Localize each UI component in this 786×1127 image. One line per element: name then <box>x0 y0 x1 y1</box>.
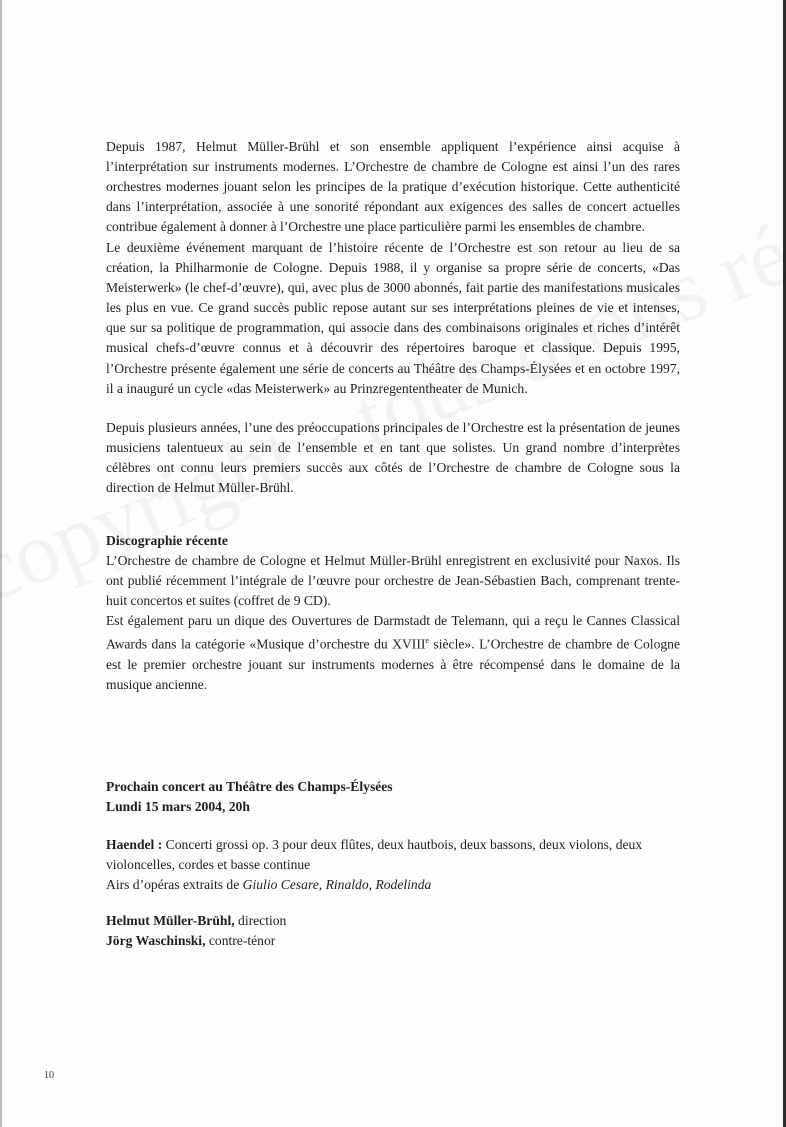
paragraph-young-musicians <box>106 418 680 498</box>
discography-paragraph-naxos: L’Orchestre de chambre de Cologne et Helmut Müller-Brühl enregistrent en exclusivité pour Naxos. Ils ont publié récemment l’intégrale de l’œuvre pour orchestre de Jean-Sébastien Bach, comprenant trente-huit concertos et suites (coffret de 9 CD). <box>106 553 680 609</box>
program-section <box>106 835 680 895</box>
discography-text: Est également paru un dique des Ouvertures de Darmstadt de Telemann, qui a reçu le Cannes Classical Awards dans la catégorie «Musique d’orchestre du XVIII <box>106 613 680 652</box>
page-number: 10 <box>44 1070 54 1081</box>
artist-line <box>106 931 680 951</box>
next-concert-section <box>106 777 680 817</box>
arias-prefix: Airs d’opéras extraits de <box>106 877 243 893</box>
paragraph-text: Depuis 1987, Helmut Müller-Brühl et son ensemble appliquent l’expérience ainsi acquise à l’interprétation sur instruments modernes. L’Orchestre de chambre de Cologne est ainsi l’un des rares orchestres modernes jouant selon les principes de la pratique d’exécution historique. Cette authenticité dans l’interprétation, associée à une sonorité répondant aux exigences des salles de concert actuelles contribue également à donner à l’Orchestre une place particulière parmi les ensembles de chambre. <box>106 139 680 235</box>
paragraph-text: Le deuxième événement marquant de l’histoire récente de l’Orchestre est son retour au lieu de sa création, la Philharmonie de Cologne. Depuis 1988, il y organise sa propre série de concerts, «Das Meisterwerk» (le chef-d’œuvre), qui, avec plus de 3000 abonnés, fait partie des manifestations musicales les plus en vue. Ce grand succès public repose autant sur ses interprétations pleines de vie et intenses, que sur sa politique de programmation, qui associe dans des combinaisons originales et riches d’intérêt musical chefs-d’œuvre connus et à découvrir des répertoires baroque et classique. Depuis 1995, l’Orchestre présente également une série de concerts au Théâtre des Champs-Élysées et en octobre 1997, il a inauguré un cycle «das Meisterwerk» au Prinzregententheater de Munich. <box>106 240 680 396</box>
century-superscript: e <box>425 636 429 646</box>
page-edge-left <box>0 0 2 1127</box>
paragraph-philharmonie <box>106 238 680 399</box>
program-line <box>106 835 680 875</box>
artist-role: contre-ténor <box>205 933 276 949</box>
artist-name: Jörg Waschinski, <box>106 933 206 949</box>
artist-name: Helmut Müller-Brühl, <box>106 913 235 928</box>
concert-title: Prochain concert au Théâtre des Champs-Élysées <box>106 779 393 794</box>
discography-text: siècle». L’Orchestre de chambre de Cologne est le premier orchestre jouant sur instruments modernes à être récompensé dans le domaine de la musique ancienne. <box>106 637 680 693</box>
program-arias <box>106 875 680 895</box>
discography-paragraph-telemann <box>106 611 680 695</box>
concert-date: Lundi 15 mars 2004, 20h <box>106 799 250 815</box>
discography-heading: Discographie récente <box>106 533 228 548</box>
composer-name: Haendel : <box>106 837 163 852</box>
paragraph-text: Depuis plusieurs années, l’une des préoccupations principales de l’Orchestre est la présentation de jeunes musiciens talentueux au sein de l’ensemble et en tant que solistes. Un grand nombre d’interprètes célèbres ont connu leurs premiers succès aux côtés de l’Orchestre de chambre de Cologne sous la direction de Helmut Müller-Brühl. <box>106 420 680 496</box>
paragraph-interpretation <box>106 137 680 237</box>
discography-section <box>106 531 680 695</box>
artist-role: direction <box>234 913 287 928</box>
program-works: Concerti grossi op. 3 pour deux flûtes, deux hautbois, deux bassons, deux violons, deux violoncelles, cordes et basse continue <box>106 837 643 873</box>
artists-section <box>106 911 680 951</box>
artist-line <box>106 911 680 931</box>
opera-titles: Giulio Cesare, Rinaldo, Rodelinda <box>242 877 432 893</box>
